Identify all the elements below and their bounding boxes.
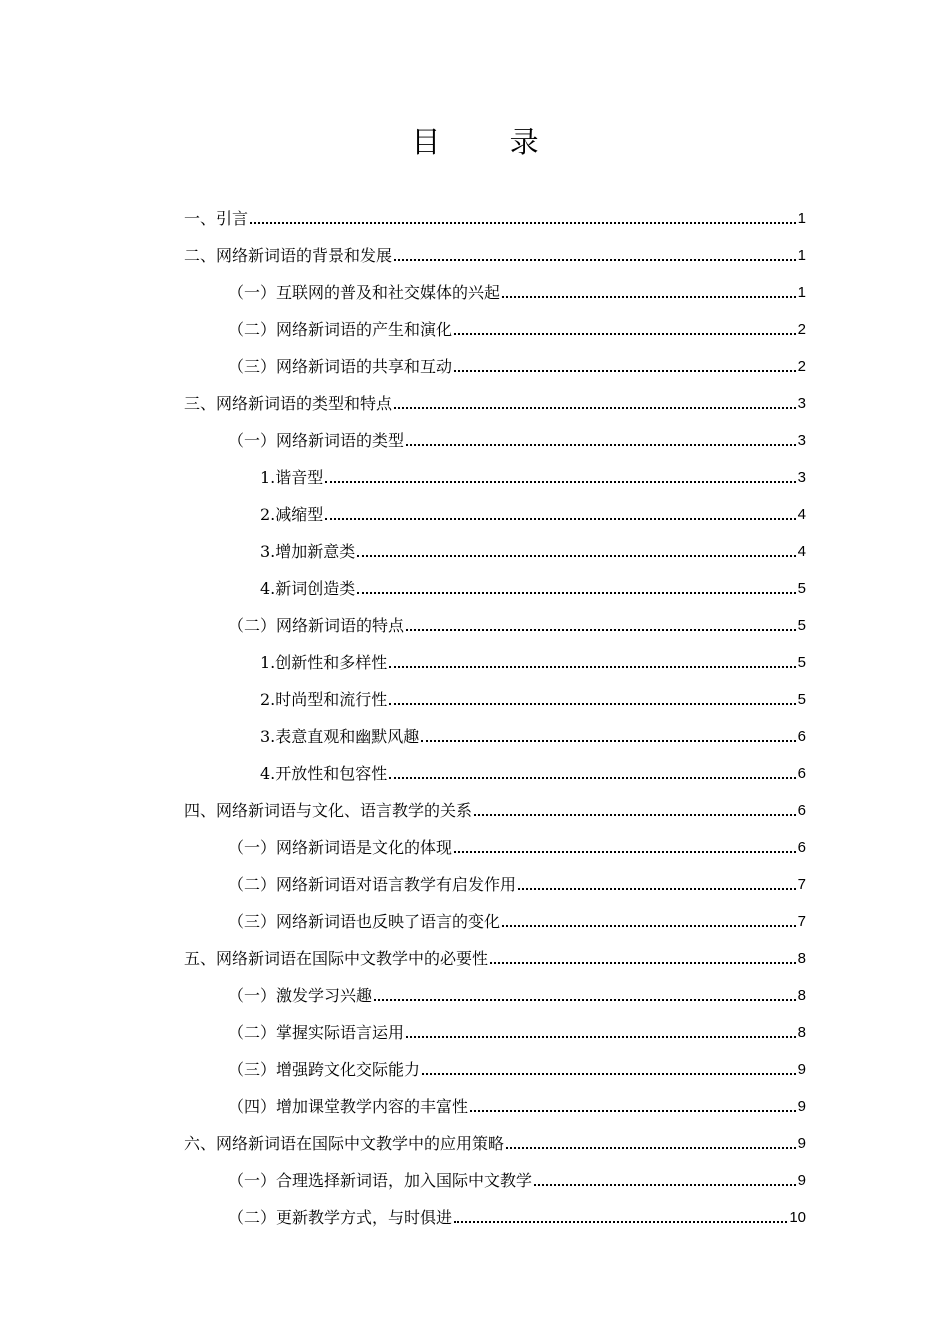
toc-entry-text: 五、网络新词语在国际中文教学中的必要性: [184, 949, 489, 968]
toc-page-number: 3: [797, 432, 806, 449]
toc-page-number: 9: [797, 1098, 806, 1115]
toc-dot-leader: [474, 814, 796, 816]
toc-dot-leader: [406, 444, 796, 446]
toc-entry-text: （一）激发学习兴趣: [228, 986, 373, 1005]
toc-page-number: 8: [797, 1024, 806, 1041]
toc-dot-leader: [506, 1147, 796, 1149]
toc-entry[interactable]: [184, 1121, 806, 1158]
toc-dot-leader: [422, 1073, 796, 1075]
toc-dot-leader: [454, 370, 796, 372]
toc-entry[interactable]: [184, 381, 806, 418]
toc-page-number: 6: [797, 839, 806, 856]
toc-dot-leader: [394, 259, 796, 261]
toc-dot-leader: [490, 962, 796, 964]
toc-dot-leader: [454, 1221, 787, 1223]
toc-entry-text: 四、网络新词语与文化、语言教学的关系: [184, 801, 473, 820]
toc-entry[interactable]: [184, 788, 806, 825]
toc-page-number: 10: [789, 1209, 806, 1226]
toc-entry-text: （一）合理选择新词语，加入国际中文教学: [228, 1171, 533, 1190]
toc-dot-leader: [389, 777, 795, 779]
toc-entry-text: 3.增加新意类: [260, 542, 356, 561]
toc-entry-text: （三）网络新词语的共享和互动: [228, 357, 453, 376]
toc-entry[interactable]: [184, 899, 806, 936]
toc-page-number: 9: [797, 1061, 806, 1078]
toc-page-number: 7: [797, 913, 806, 930]
toc-entry[interactable]: [184, 1158, 806, 1195]
toc-dot-leader: [518, 888, 796, 890]
toc-entry[interactable]: [184, 677, 806, 714]
toc-page-number: 9: [797, 1172, 806, 1189]
toc-page-number: 5: [797, 654, 806, 671]
toc-page-number: 5: [797, 617, 806, 634]
toc-dot-leader: [325, 481, 795, 483]
toc-entry[interactable]: [184, 640, 806, 677]
toc-entry-text: （三）增强跨文化交际能力: [228, 1060, 421, 1079]
toc-entry[interactable]: [184, 1195, 806, 1232]
toc-entry-text: （二）网络新词语的特点: [228, 616, 405, 635]
toc-dot-leader: [534, 1184, 796, 1186]
toc-page-number: 2: [797, 358, 806, 375]
toc-title: 目 录: [411, 125, 569, 159]
toc-entry-text: 4.新词创造类: [260, 579, 356, 598]
toc-dot-leader: [406, 629, 796, 631]
toc-entry-text: 1.创新性和多样性: [260, 653, 388, 672]
toc-dot-leader: [394, 407, 796, 409]
toc-entry[interactable]: [184, 344, 806, 381]
toc-dot-leader: [389, 703, 795, 705]
toc-entry[interactable]: [184, 455, 806, 492]
toc-page-number: 6: [797, 802, 806, 819]
toc-page-number: 5: [797, 691, 806, 708]
toc-entry-text: 4.开放性和包容性: [260, 764, 388, 783]
toc-entry[interactable]: [184, 825, 806, 862]
toc-dot-leader: [454, 333, 796, 335]
toc-page-number: 5: [797, 580, 806, 597]
toc-entry-text: 2.减缩型: [260, 505, 324, 524]
toc-entry[interactable]: [184, 603, 806, 640]
toc-dot-leader: [250, 222, 796, 224]
toc-entry[interactable]: [184, 1010, 806, 1047]
toc-entry-text: （一）网络新词语的类型: [228, 431, 405, 450]
toc-entry[interactable]: [184, 196, 806, 233]
toc-list: [184, 196, 806, 1232]
toc-entry[interactable]: [184, 1084, 806, 1121]
toc-entry-text: 2.时尚型和流行性: [260, 690, 388, 709]
toc-entry-text: 一、引言: [184, 209, 249, 228]
toc-entry[interactable]: [184, 492, 806, 529]
toc-entry[interactable]: [184, 233, 806, 270]
toc-entry-text: （二）网络新词语对语言教学有启发作用: [228, 875, 517, 894]
toc-dot-leader: [357, 592, 795, 594]
toc-dot-leader: [454, 851, 796, 853]
toc-entry-text: （二）掌握实际语言运用: [228, 1023, 405, 1042]
toc-dot-leader: [357, 555, 795, 557]
toc-page-number: 4: [797, 506, 806, 523]
toc-dot-leader: [325, 518, 795, 520]
toc-entry[interactable]: [184, 1047, 806, 1084]
toc-entry[interactable]: [184, 529, 806, 566]
toc-entry[interactable]: [184, 418, 806, 455]
toc-page-number: 6: [797, 765, 806, 782]
toc-entry-text: （三）网络新词语也反映了语言的变化: [228, 912, 501, 931]
toc-entry[interactable]: [184, 714, 806, 751]
toc-page-number: 3: [797, 469, 806, 486]
toc-dot-leader: [421, 740, 795, 742]
toc-entry[interactable]: [184, 270, 806, 307]
toc-page-number: 1: [797, 247, 806, 264]
toc-page-number: 1: [797, 284, 806, 301]
toc-entry[interactable]: [184, 973, 806, 1010]
toc-page-number: 7: [797, 876, 806, 893]
toc-entry[interactable]: [184, 862, 806, 899]
toc-page-number: 9: [797, 1135, 806, 1152]
toc-dot-leader: [502, 296, 796, 298]
toc-dot-leader: [389, 666, 795, 668]
toc-dot-leader: [502, 925, 796, 927]
toc-page-number: 1: [797, 210, 806, 227]
toc-entry-text: 1.谐音型: [260, 468, 324, 487]
toc-entry[interactable]: [184, 936, 806, 973]
toc-page-number: 4: [797, 543, 806, 560]
toc-entry-text: 二、网络新词语的背景和发展: [184, 246, 393, 265]
toc-entry-text: （四）增加课堂教学内容的丰富性: [228, 1097, 469, 1116]
toc-page-number: 6: [797, 728, 806, 745]
toc-page-number: 2: [797, 321, 806, 338]
toc-page-number: 8: [797, 987, 806, 1004]
toc-dot-leader: [406, 1036, 796, 1038]
toc-dot-leader: [470, 1110, 796, 1112]
toc-entry-text: （二）更新教学方式，与时俱进: [228, 1208, 453, 1227]
toc-entry[interactable]: [184, 566, 806, 603]
toc-entry-text: 六、网络新词语在国际中文教学中的应用策略: [184, 1134, 505, 1153]
toc-entry-text: （一）网络新词语是文化的体现: [228, 838, 453, 857]
toc-entry[interactable]: [184, 307, 806, 344]
toc-entry-text: （二）网络新词语的产生和演化: [228, 320, 453, 339]
toc-entry-text: 3.表意直观和幽默风趣: [260, 727, 420, 746]
toc-entry[interactable]: [184, 751, 806, 788]
toc-entry-text: （一）互联网的普及和社交媒体的兴起: [228, 283, 501, 302]
toc-page-number: 3: [797, 395, 806, 412]
toc-dot-leader: [374, 999, 796, 1001]
toc-entry-text: 三、网络新词语的类型和特点: [184, 394, 393, 413]
toc-page-number: 8: [797, 950, 806, 967]
